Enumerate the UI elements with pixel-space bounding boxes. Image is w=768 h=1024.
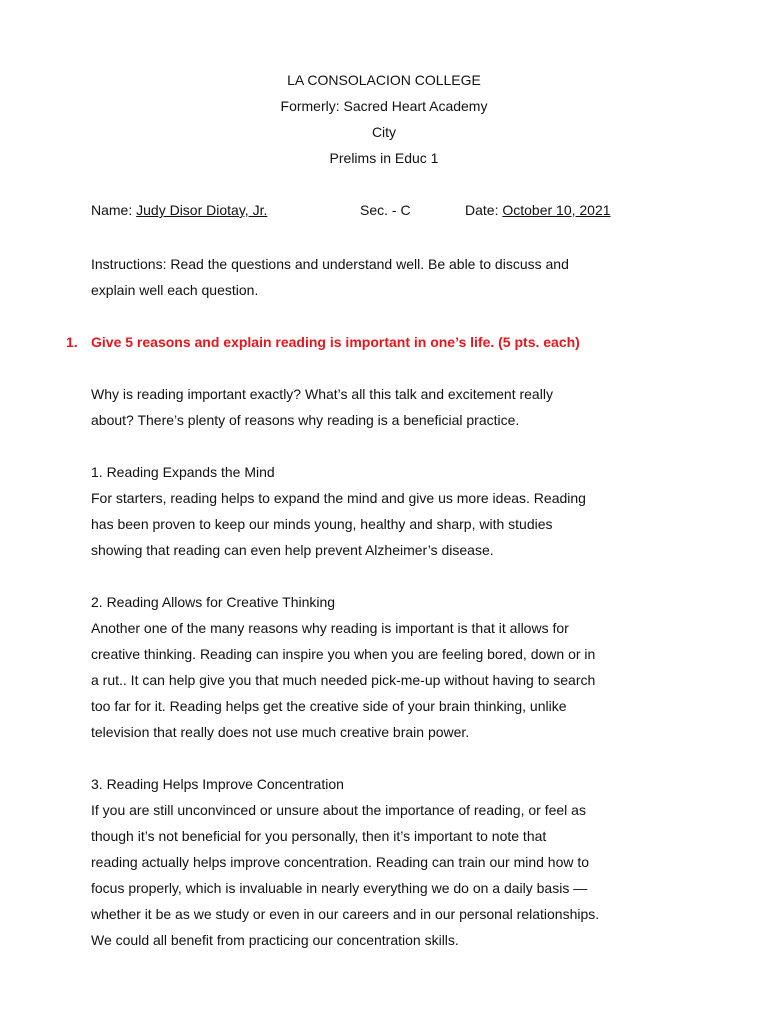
section-line: We could all benefit from practicing our concentration skills. (91, 932, 459, 948)
school-name: LA CONSOLACION COLLEGE (287, 72, 481, 88)
section-line: creative thinking. Reading can inspire you when you are feeling bored, down or in (91, 646, 596, 662)
instructions-line: explain well each question. (91, 282, 259, 298)
section-line: a rut.. It can help give you that much needed pick-me-up without having to search (91, 672, 596, 688)
section-line: focus properly, which is invaluable in nearly everything we do on a daily basis — (91, 880, 588, 896)
section-line: has been proven to keep our minds young, healthy and sharp, with studies (91, 516, 553, 532)
section-line: reading actually helps improve concentration. Reading can train our mind how to (91, 854, 590, 870)
name-label: Name: (91, 202, 133, 218)
exam-title: Prelims in Educ 1 (329, 150, 439, 166)
section-line: too far for it. Reading helps get the creative side of your brain thinking, unlike (91, 698, 567, 714)
school-city: City (371, 124, 397, 140)
date-row (465, 202, 611, 218)
date-value: October 10, 2021 (502, 202, 611, 218)
section-line: television that really does not use much creative brain power. (91, 724, 470, 740)
school-former-name: Formerly: Sacred Heart Academy (280, 98, 488, 114)
section-heading: 1. Reading Expands the Mind (91, 464, 275, 480)
section-label: Sec. - C (360, 202, 411, 218)
question-number: 1. (66, 334, 78, 350)
instructions-line: Instructions: Read the questions and understand well. Be able to discuss and (91, 256, 569, 272)
section-line: If you are still unconvinced or unsure about the importance of reading, or feel as (91, 802, 586, 818)
section-line: whether it be as we study or even in our careers and in our personal relationships. (91, 906, 600, 922)
section-heading: 2. Reading Allows for Creative Thinking (91, 594, 336, 610)
intro-line: Why is reading important exactly? What’s all this talk and excitement really (91, 386, 553, 402)
intro-line: about? There’s plenty of reasons why reading is a beneficial practice. (91, 412, 520, 428)
date-label: Date: (465, 202, 499, 218)
section-line: showing that reading can even help prevent Alzheimer’s disease. (91, 542, 494, 558)
question-text: Give 5 reasons and explain reading is important in one’s life. (5 pts. each) (91, 334, 580, 350)
section-line: Another one of the many reasons why reading is important is that it allows for (91, 620, 569, 636)
section-line: For starters, reading helps to expand the mind and give us more ideas. Reading (91, 490, 586, 506)
section-heading: 3. Reading Helps Improve Concentration (91, 776, 344, 792)
student-name-row (91, 202, 267, 218)
section-line: though it’s not beneficial for you personally, then it’s important to note that (91, 828, 547, 844)
name-value: Judy Disor Diotay, Jr. (136, 202, 268, 218)
